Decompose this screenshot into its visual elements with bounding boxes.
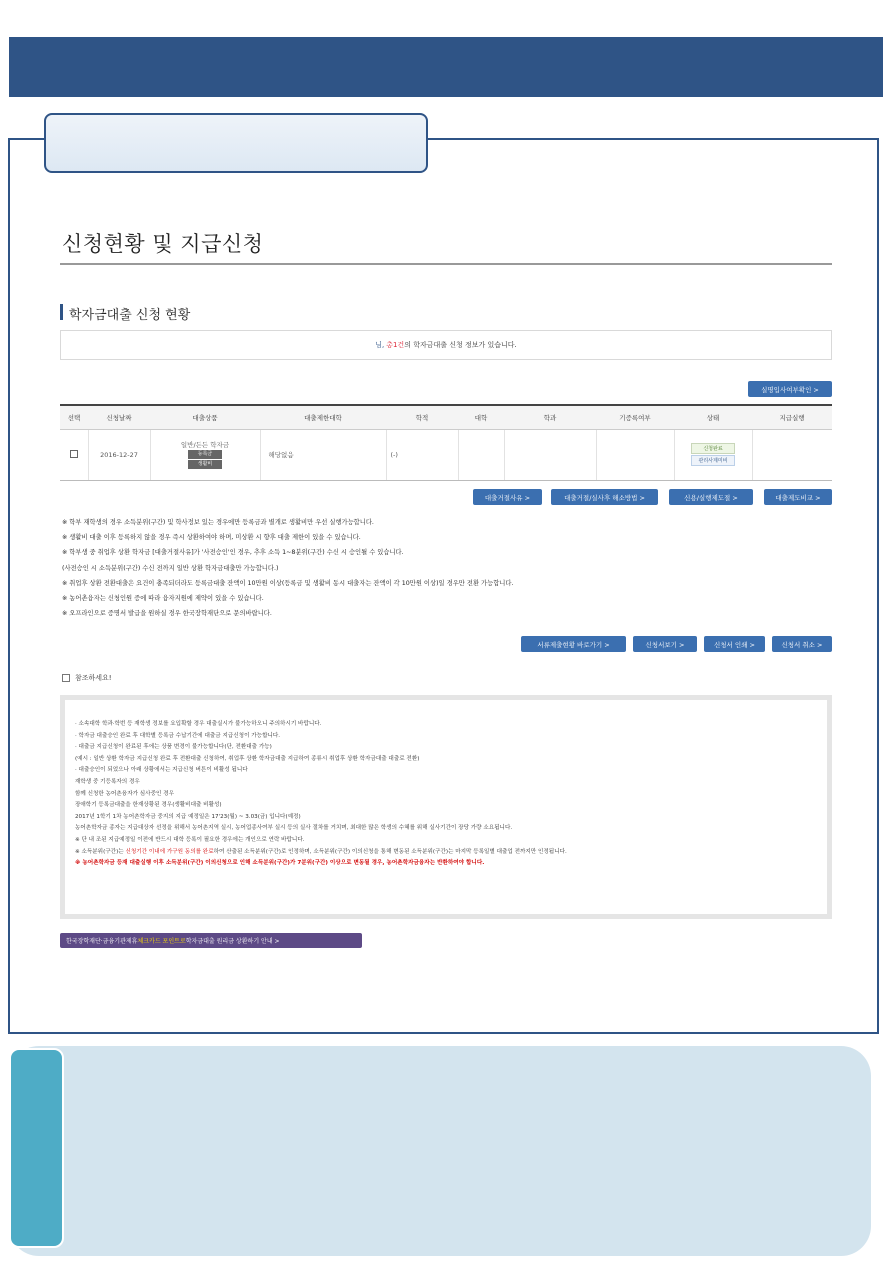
section-marker (60, 304, 63, 320)
reference-line: 농어촌학자금 종자는 지급대상자 선정을 위해서 농어촌지역 실시, 농어업종사여부 실시 등의 실사 절차를 거치며, 최대한 많은 학생의 수혜를 위해 실사기간이 장당 가량 소요됩니다. (75, 825, 513, 832)
table-header: 학과 (504, 405, 596, 429)
record-cell: (-) (386, 429, 458, 480)
bottom-side-tab (9, 1048, 64, 1248)
loan-compare-button[interactable]: 대출제도비교 > (764, 489, 832, 505)
table-header: 대출제한대학 (260, 405, 386, 429)
table-header: 대출상품 (150, 405, 260, 429)
reference-line: 장애학기 등록금대출을 한재상황된 경우(생활비대출 비활성) (75, 802, 222, 809)
notes-list (62, 515, 842, 621)
reference-line: 2017년 1학기 1차 농어촌학자금 중지의 지급 예정일은 17'23(월) ~ 3.03(금) 입니다(예정) (75, 813, 301, 820)
table-header: 지급실행 (752, 405, 832, 429)
review-status-button[interactable]: 서류제출현황 바로가기 > (521, 636, 626, 652)
application-count-notice (60, 330, 832, 360)
status-badge: 신청완료 (691, 443, 735, 454)
registration-cell (596, 429, 674, 480)
reference-line: (예시 : 일반 상환 학자금 지급신청 완료 후 전환대출 신청하여, 취업후 상환 학자금대출 지급하여 종류시 취업후 상환 학자금대출 대출로 전환) (75, 755, 420, 762)
reference-line: ※ 단 내 조된 지급예정일 이전에 반드시 대학 등록이 필요한 경우에는 개인으로 연락 바랍니다. (75, 836, 305, 843)
check-trust-button[interactable]: 실명입사여부확인 > (748, 381, 832, 397)
reference-line: · 대출금 지급신청이 완료된 후에는 상품 변경이 불가능합니다(단, 전환대출 가능) (75, 744, 272, 751)
living-tag: 생활비 (188, 460, 222, 469)
info-link-post: 학자금대출 원리금 상환하기 안내 > (185, 938, 280, 945)
info-link-highlight: 체크카드 포인트로 (137, 938, 186, 945)
info-link-pre: 한국장학재단·금융기관제휴 (66, 938, 138, 945)
notice-count: 총1건 (386, 341, 405, 349)
department-cell (504, 429, 596, 480)
select-cell (60, 429, 88, 480)
status-cell (674, 429, 752, 480)
section-title: 학자금대출 신청 현황 (69, 308, 191, 323)
product-cell (150, 429, 260, 480)
table-header: 기증록여부 (596, 405, 674, 429)
note-item: (사전승인 시 소득분위(구간) 수신 전까지 일반 상환 학자금대출만 가능합니다.) (62, 564, 279, 572)
product-name: 일반/든든 학자금 (180, 440, 230, 449)
reference-line: 재학생 중 기등록자의 경우 (75, 778, 140, 785)
reference-line-warning: ※ 농어촌학자금 등재 대출실행 이후 소득분위(구간) 이의신청으로 인해 소득분위(구간)가 7분위(구간) 이상으로 변동될 경우, 농어촌학자금융자는 반환하여야 합니다. (75, 860, 485, 867)
apply-view-button[interactable]: 신청서보기 > (633, 636, 697, 652)
select-checkbox[interactable] (70, 450, 78, 458)
note-item: ※ 학부생 중 취업후 상환 학자금 [대출거절사유]가 '사전승인'인 경우, 추후 소득 1~8분위(구간) 수신 시 승인될 수 있습니다. (62, 549, 404, 557)
reject-reason-button[interactable]: 대출거절사유 > (473, 489, 542, 505)
top-header-bar (9, 37, 883, 97)
status-badge[interactable]: 관리사제미비 (691, 455, 735, 466)
date-cell: 2016-12-27 (88, 429, 150, 480)
table-header: 상태 (674, 405, 752, 429)
frame-tab (44, 113, 428, 173)
notice-text: 의 학자금대출 신청 정보가 있습니다. (404, 341, 517, 349)
reference-line-income (75, 847, 817, 859)
reference-title: 참조하세요! (75, 674, 112, 682)
card-point-repay-link[interactable] (60, 933, 362, 948)
university-cell (458, 429, 504, 480)
table-header: 학적 (386, 405, 458, 429)
income-post: 하여 산출된 소득분위(구간)로 인정하며, 소득분위(구간) 이의신청을 통해 변동된 소득분위(구간)는 마지막 등록일별 대출업 전까지만 인정됩니다. (213, 848, 567, 855)
table-header: 신청날짜 (88, 405, 150, 429)
reference-line: · 소속대학 학과·학번 등 재학생 정보를 요입확할 경우 대출실시가 불가능하오니 주의하시기 바랍니다. (75, 721, 322, 727)
reference-line: · 대출승인이 되었으나 아래 상황에서는 지급신청 버튼이 비활성 됩니다 (75, 767, 248, 774)
apply-print-button[interactable]: 신청서 인쇄 > (704, 636, 765, 652)
note-item: ※ 오프라인으로 증명서 발급을 원하실 경우 한국장학재단으로 문의바랍니다. (62, 610, 272, 618)
page-title: 신청현황 및 지급신청 (62, 232, 264, 256)
note-item: ※ 농어촌융자는 신청인원 증에 따라 융자지원에 제약이 있을 수 있습니다. (62, 595, 264, 603)
apply-cancel-button[interactable]: 신청서 취소 > (772, 636, 832, 652)
title-divider (60, 263, 832, 265)
school-cell: 해당없음 (260, 429, 386, 480)
reference-line: 함께 신청한 농어촌융자가 심사중인 경우 (75, 790, 174, 797)
note-item: ※ 학부 재학생의 경우 소득분위(구간) 및 학사정보 있는 경우에만 등록금과 별개로 생활비만 우선 실행가능합니다. (62, 519, 374, 526)
reference-line: · 학자금 대출승인 완료 후 대학별 등록금 수납기간에 대출금 지급신청이 가능합니다. (75, 732, 281, 739)
bottom-panel (9, 1046, 871, 1256)
tuition-tag: 등록금 (188, 450, 222, 459)
income-pre: ※ 소득분위(구간)는 (75, 848, 126, 855)
table-row (60, 429, 832, 480)
reject-cancel-button[interactable]: 대출거절/실사후 해소방법 > (551, 489, 658, 505)
reference-box (60, 695, 832, 919)
table-header: 선택 (60, 405, 88, 429)
reference-icon (62, 674, 70, 682)
note-item: ※ 생활비 대출 이후 등록하지 않을 경우 즉시 상환하여야 하며, 미상환 시 향후 대출 제한이 있을 수 있습니다. (62, 534, 361, 542)
income-highlight: 신청기간 이내에 가구원 동의를 완료 (125, 848, 214, 855)
credit-check-button[interactable]: 신용/실행제도절 > (669, 489, 753, 505)
payment-cell (752, 429, 832, 480)
application-table (60, 404, 832, 481)
table-header-row (60, 405, 832, 429)
notice-prefix: 님, (375, 341, 385, 349)
note-item: ※ 취업후 상환 전환대출은 요건이 충족되더라도 등록금대출 잔액이 10만원 이상(등록금 및 생활비 동시 대출자는 잔액이 각 10만원 이상)일 경우만 전환 가능합니다. (62, 579, 514, 587)
table-header: 대학 (458, 405, 504, 429)
